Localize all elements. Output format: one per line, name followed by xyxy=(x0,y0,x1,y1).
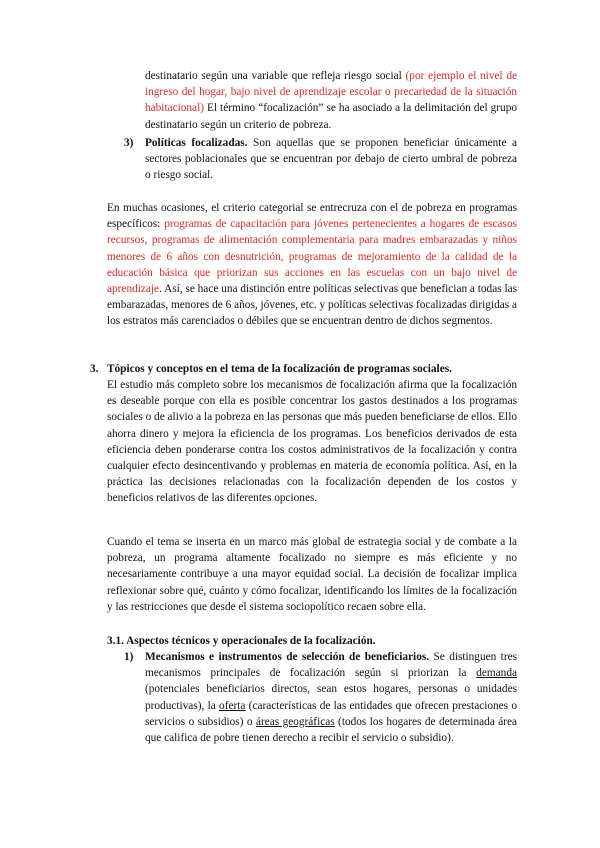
red-highlight-text: programas de capacitación para jóvenes pertenecientes a hogares de escasos recursos, programas de alimentación complementaria para madres embarazadas y niños menores de 6 años con desnutrición, programas de mejoramiento de la calidad de la educación básica que priorizan sus acciones en las escuelas con un bajo nivel de aprendizaje xyxy=(107,218,517,296)
red-highlight-text: (por ejemplo el nivel de ingreso del hogar, bajo nivel de aprendizaje escolar o precariedad de la situación habitacional) xyxy=(145,70,517,115)
paragraph-criterio-categorial: En muchas ocasiones, el criterio categorial se entrecruza con el de pobreza en programas específicos: programas de capacitación para jóvenes pertenecientes a hogares de escasos recursos, programas de alimentación complementaria para madres embarazadas y niños menores de 6 años con desnutrición, programas de mejoramiento de la calidad de la educación básica que priorizan sus acciones en las escuelas con un bajo nivel de aprendizaje. Así, se hace una distinción entre políticas selectivas que benefician a todas las embarazadas, menores de 6 años, jóvenes, etc. y políticas selectivas focalizadas dirigidas a los estratos más carenciados o débiles que se encuentran dentro de dichos segmentos. xyxy=(107,202,517,328)
item-title: Políticas focalizadas. xyxy=(145,137,248,149)
list-number: 1) xyxy=(124,651,134,663)
underlined-term-areas-geograficas: áreas geográficas xyxy=(255,715,335,728)
list-item-politicas-focalizadas: Políticas focalizadas. Son aquellas que se proponen beneficiar únicamente a sectores poblacionales que se encuentran por debajo de cierto umbral de pobreza o riesgo social. xyxy=(145,137,518,182)
underlined-term-oferta: oferta xyxy=(219,699,246,712)
list-number: 3) xyxy=(124,137,134,149)
item-title: Mecanismos e instrumentos de selección de beneficiarios. xyxy=(145,651,430,663)
underlined-term-demanda: demanda xyxy=(476,667,517,680)
section-paragraph-2: Cuando el tema se inserta en un marco más global de estrategia social y de combate a la pobreza, un programa altamente focalizado no siempre es más eficiente y no necesariamente contribuye a una mayor equidad social. La decisión de focalizar implica reflexionar sobre qué, cuánto y cómo focalizar, identificando los límites de la focalización y las restricciones que desde el sistema sociopolítico recaen sobre ella. xyxy=(107,536,517,613)
list-item-mecanismos: Mecanismos e instrumentos de selección de beneficiarios. Se distinguen tres mecanismos principales de focalización según si priorizan la demanda (potenciales beneficiarios directos, sean estos hogares, personas o unidades productivas), la oferta (características de las entidades que ofrecen prestaciones o servicios o subsidios) o áreas geográficas (todos los hogares de determinada área que califica de pobre tienen derecho a recibir el servicio o subsidio). xyxy=(145,651,518,745)
section-paragraph-1: El estudio más completo sobre los mecanismos de focalización afirma que la focalización es deseable porque con ella es posible concentrar los gastos destinados a los programas sociales o de alivio a la pobreza en las personas que más pueden beneficiarse de ellos. Ello ahorra dinero y mejora la eficiencia de los programas. Los beneficios derivados de esta eficiencia deben ponderarse contra los costos administrativos de la focalización y contra cualquier efecto desincentivando y problemas en materia de economía política. Así, en la práctica las decisiones relacionadas con la focalización dependen de los costos y beneficios relativos de las diferentes opciones. xyxy=(107,379,517,505)
paragraph-continuation: destinatario según una variable que refleja riesgo social (por ejemplo el nivel de ingreso del hogar, bajo nivel de aprendizaje escolar o precariedad de la situación habitacional) El término “focalización” se ha asociado a la delimitación del grupo destinatario según un criterio de pobreza. xyxy=(145,70,517,131)
section-heading: Tópicos y conceptos en el tema de la focalización de programas sociales. xyxy=(107,363,452,375)
section-number: 3. xyxy=(90,363,99,375)
subsection-heading: 3.1. Aspectos técnicos y operacionales de la focalización. xyxy=(107,635,376,647)
